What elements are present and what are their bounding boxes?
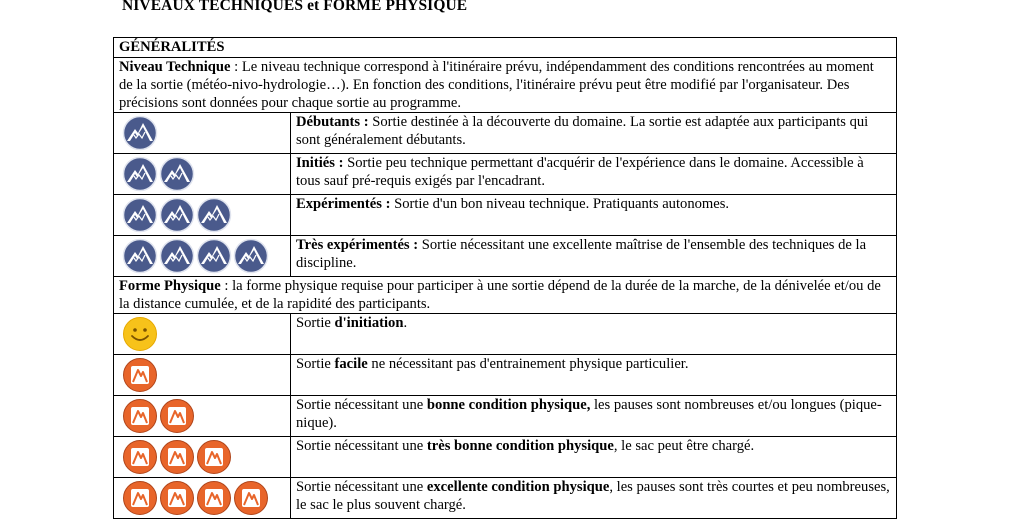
physical-level-text: . <box>403 315 408 331</box>
hiker-icon <box>122 398 158 434</box>
physical-level-text: Sortie <box>296 356 335 372</box>
physical-level-bold: d'initiation <box>334 315 404 331</box>
niveau-technique-intro <box>114 58 897 113</box>
technical-level-icons <box>114 113 291 154</box>
physical-level-text: Sortie nécessitant une <box>296 479 427 495</box>
physical-level-row <box>114 355 897 396</box>
technical-level-row <box>114 236 897 277</box>
physical-level-text: , les pauses sont très courtes et peu nombreuses, le sac le plus souvent chargé. <box>296 479 890 513</box>
physical-level-description <box>291 355 897 396</box>
technical-level-text: Sortie nécessitant une excellente maîtrise de l'ensemble des techniques de la discipline. <box>296 237 867 271</box>
mountain-icon <box>159 197 195 233</box>
physical-level-text: , le sac peut être chargé. <box>613 438 755 454</box>
hiker-icon <box>233 480 269 516</box>
mountain-icon <box>196 238 232 274</box>
technical-level-label: Débutants : <box>296 114 369 130</box>
technical-level-icons <box>114 236 291 277</box>
mountain-icon <box>233 238 269 274</box>
forme-physique-intro <box>114 277 897 314</box>
physical-level-bold: facile <box>334 356 368 372</box>
mountain-icon <box>122 197 158 233</box>
physical-level-description <box>291 396 897 437</box>
physical-level-row <box>114 314 897 355</box>
mountain-icon <box>196 197 232 233</box>
technical-level-description <box>291 236 897 277</box>
hiker-icon <box>122 480 158 516</box>
physical-level-icons <box>114 478 291 519</box>
physical-level-bold: excellente condition physique <box>426 479 610 495</box>
forme-physique-label: Forme Physique <box>119 278 221 294</box>
physical-level-text: Sortie <box>296 315 335 331</box>
mountain-icon <box>122 115 158 151</box>
page-title: NIVEAUX TECHNIQUES et FORME PHYSIQUE <box>122 0 468 14</box>
technical-level-row <box>114 154 897 195</box>
technical-level-description <box>291 195 897 236</box>
technical-level-text: Sortie d'un bon niveau technique. Pratiquants autonomes. <box>390 196 730 212</box>
physical-level-row <box>114 478 897 519</box>
physical-level-description <box>291 314 897 355</box>
physical-level-bold: très bonne condition physique <box>426 438 614 454</box>
section-header: GÉNÉRALITÉS <box>114 38 897 58</box>
technical-level-label: Initiés : <box>296 155 344 171</box>
technical-level-label: Expérimentés : <box>296 196 391 212</box>
technical-level-icons <box>114 154 291 195</box>
technical-level-text: Sortie peu technique permettant d'acquérir de l'expérience dans le domaine. Accessible à tous sauf pré-requis exigés par l'encadrant. <box>296 155 864 189</box>
niveau-technique-text: : Le niveau technique correspond à l'itinéraire prévu, indépendamment des conditions rencontrées au moment de la sortie (météo-nivo-hydrologie…). En fonction des conditions, l'itinéraire prévu peut être modifié par l'organisateur. Des précisions sont données pour chaque sortie au programme. <box>119 59 874 111</box>
mountain-icon <box>159 156 195 192</box>
physical-level-row <box>114 437 897 478</box>
hiker-icon <box>159 439 195 475</box>
physical-level-description <box>291 478 897 519</box>
technical-level-row <box>114 113 897 154</box>
levels-table <box>113 37 897 519</box>
technical-level-description <box>291 154 897 195</box>
niveau-technique-label: Niveau Technique <box>119 59 231 75</box>
physical-level-bold: bonne condition physique, <box>426 397 591 413</box>
mountain-icon <box>122 238 158 274</box>
hiker-icon <box>196 439 232 475</box>
hiker-icon <box>122 439 158 475</box>
mountain-icon <box>122 156 158 192</box>
technical-level-text: Sortie destinée à la découverte du domaine. La sortie est adaptée aux participants qui sont généralement débutants. <box>296 114 869 148</box>
physical-level-text: Sortie nécessitant une <box>296 397 427 413</box>
hiker-icon <box>159 480 195 516</box>
technical-level-icons <box>114 195 291 236</box>
technical-level-description <box>291 113 897 154</box>
technical-level-row <box>114 195 897 236</box>
smiley-icon <box>122 316 158 352</box>
hiker-icon <box>159 398 195 434</box>
physical-level-description <box>291 437 897 478</box>
physical-level-icons <box>114 314 291 355</box>
physical-level-icons <box>114 396 291 437</box>
physical-level-text: les pauses sont nombreuses et/ou longues (pique-nique). <box>296 397 882 431</box>
technical-level-label: Très expérimentés : <box>296 237 419 253</box>
hiker-icon <box>196 480 232 516</box>
physical-level-icons <box>114 355 291 396</box>
forme-physique-text: : la forme physique requise pour participer à une sortie dépend de la durée de la marche, de la dénivelée et/ou de la distance cumulée, et de la rapidité des participants. <box>119 278 881 312</box>
physical-level-text: Sortie nécessitant une <box>296 438 427 454</box>
physical-level-row <box>114 396 897 437</box>
physical-level-icons <box>114 437 291 478</box>
hiker-icon <box>122 357 158 393</box>
physical-level-text: ne nécessitant pas d'entrainement physique particulier. <box>367 356 689 372</box>
mountain-icon <box>159 238 195 274</box>
